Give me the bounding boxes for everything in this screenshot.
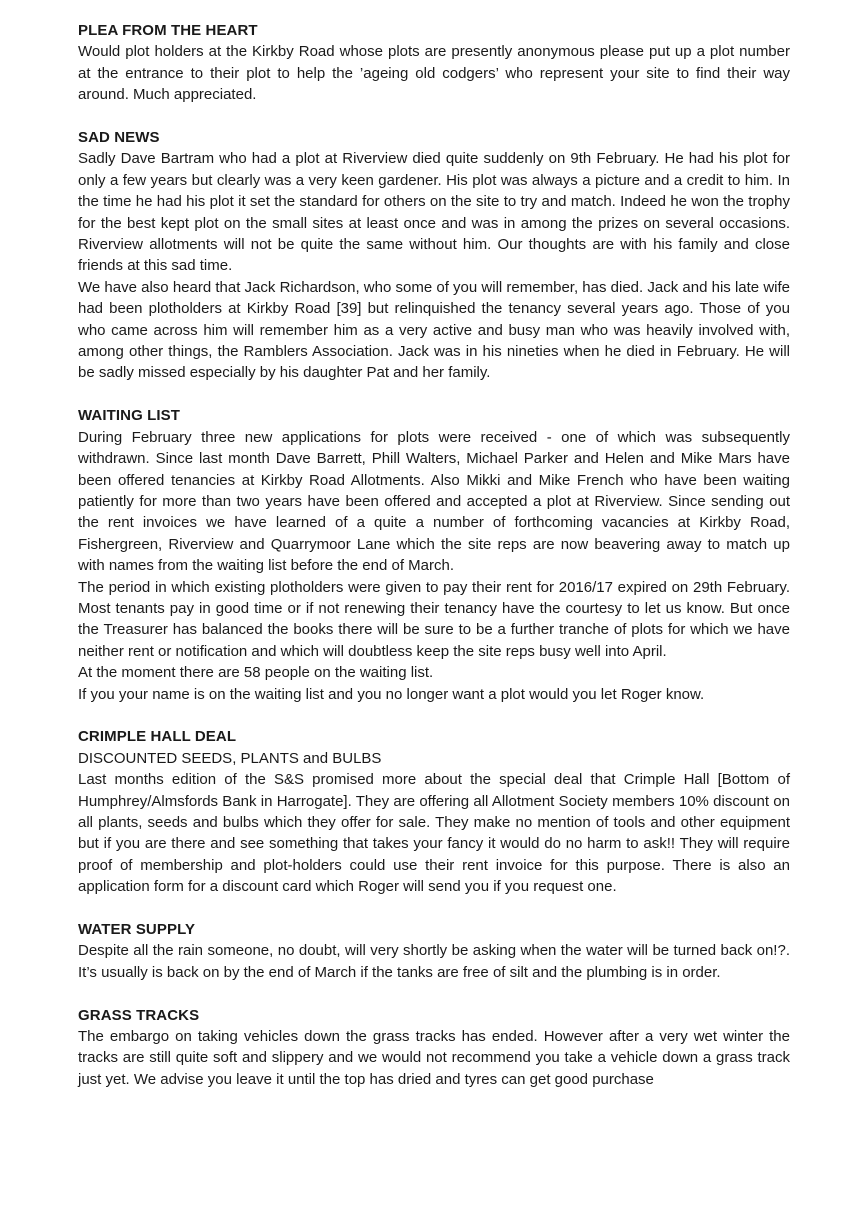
section-sad-news — [78, 127, 790, 384]
section-water-supply — [78, 919, 790, 983]
section-heading-plea-from-the-heart: PLEA FROM THE HEART — [78, 22, 258, 39]
paragraph: Despite all the rain someone, no doubt, will very shortly be asking when the water will be turned back on!?. It’s usually is back on by the end of March if the tanks are free of silt and the plumbing is in order. — [78, 942, 790, 981]
paragraph: The period in which existing plotholders were given to pay their rent for 2016/17 expired on 29th February. Most tenants pay in good time or if not renewing their tenancy have the courtesy to let us know. But once the Treasurer has balanced the books there will be sure to be a further tranche of plots for which we have neither rent or notification and which will doubtless keep the site reps busy well into April. — [78, 578, 790, 660]
section-grass-tracks — [78, 1005, 790, 1091]
paragraph: Last months edition of the S&S promised more about the special deal that Crimple Hall [Bottom of Humphrey/Almsfords Bank in Harrogate]. They are offering all Allotment Society members 10% discount on all plants, seeds and bulbs which they offer for sale. They make no mention of tools and other equipment but if you are there and see something that takes your fancy it would do no harm to ask!! They will require proof of membership and plot-holders could use their rent invoice for this purpose. There is also an application form for a discount card which Roger will send you if you request one. — [78, 771, 790, 896]
paragraph: The embargo on taking vehicles down the grass tracks has ended. However after a very wet winter the tracks are still quite soft and slippery and we would not recommend you take a vehicle down a grass track just yet. We advise you leave it until the top has dried and tyres can get good purchase — [78, 1028, 790, 1088]
paragraph: We have also heard that Jack Richardson, who some of you will remember, has died. Jack and his late wife had been plotholders at Kirkby Road [39] but relinquished the tenancy several years ago. Those of you who came across him will remember him as a very active and busy man who was heavily involved with, among other things, the Ramblers Association. Jack was in his nineties when he died in February. He will be sadly missed especially by his daughter Pat and her family. — [78, 278, 790, 382]
paragraph-waiting-list-count: At the moment there are 58 people on the waiting list. — [78, 664, 434, 682]
section-heading-sad-news: SAD NEWS — [78, 129, 160, 147]
paragraph: During February three new applications for plots were received - one of which was subsequently withdrawn. Since last month Dave Barrett, Phill Walters, Michael Parker and Helen and Mike Mars have been offered tenancies at Kirkby Road Allotments. Also Mikki and Mike French who have been waiting patiently for more than two years have been offered and accepted a plot at Riverview. Since sending out the rent invoices we have learned of a quite a number of forthcoming vacancies at Kirkby Road, Fishergreen, Riverview and Quarrymoor Lane which the site reps are now beavering away to match up with names from the waiting list before the end of March. — [78, 428, 790, 575]
section-crimple-hall-deal — [78, 726, 790, 897]
paragraph: Would plot holders at the Kirkby Road whose plots are presently anonymous please put up a plot number at the entrance to their plot to help the ’ageing old codgers’ who represent your site to find their way around. Much appreciated. — [78, 43, 790, 104]
paragraph-waiting-list-notice: If you your name is on the waiting list and you no longer want a plot would you let Roger know. — [78, 685, 705, 703]
section-plea-from-the-heart — [78, 20, 790, 106]
section-heading-grass-tracks: GRASS TRACKS — [78, 1006, 200, 1024]
paragraph-subheading-discounted-seeds: DISCOUNTED SEEDS, PLANTS and BULBS — [78, 749, 382, 767]
paragraph: Sadly Dave Bartram who had a plot at Riverview died quite suddenly on 9th February. He had his plot for only a few years but clearly was a very keen gardener. His plot was always a picture and a credit to him. In the time he had his plot it set the standard for others on the site to try and match. Indeed he won the trophy for the best kept plot on the small sites at least once and was in among the prizes on several occasions. Riverview allotments will not be quite the same without him. Our thoughts are with his family and close friends at this sad time. — [78, 150, 790, 275]
section-heading-water-supply: WATER SUPPLY — [78, 921, 196, 938]
section-heading-waiting-list: WAITING LIST — [78, 407, 181, 425]
section-waiting-list — [78, 405, 790, 705]
section-heading-crimple-hall-deal: CRIMPLE HALL DEAL — [78, 728, 237, 746]
